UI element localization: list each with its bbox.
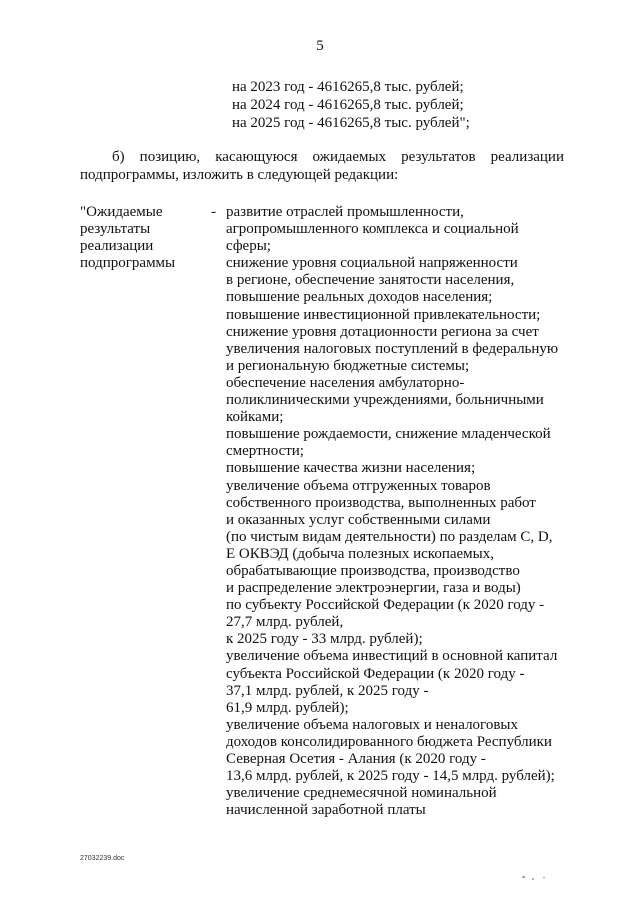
funding-lines bbox=[232, 78, 470, 132]
label-line: "Ожидаемые bbox=[80, 204, 163, 220]
result-line: 37,1 млрд. рублей, к 2025 году - bbox=[226, 682, 429, 699]
result-line: развитие отраслей промышленности, bbox=[226, 204, 464, 220]
result-line: смертности; bbox=[226, 443, 304, 460]
result-line: обеспечение населения амбулаторно- bbox=[226, 374, 465, 391]
result-line: Северная Осетия - Алания (к 2020 году - bbox=[226, 751, 486, 767]
result-line: увеличение объема налоговых и неналоговых bbox=[226, 716, 518, 733]
result-line: увеличение среднемесячной номинальной bbox=[226, 785, 497, 802]
result-line: повышение реальных доходов населения; bbox=[226, 289, 493, 306]
result-line: увеличение объема инвестиций в основной капитал bbox=[226, 648, 558, 665]
result-line: 27,7 млрд. рублей, bbox=[226, 614, 344, 631]
result-line: доходов консолидированного бюджета Республики bbox=[226, 733, 552, 750]
label-line: подпрограммы bbox=[80, 255, 176, 272]
scan-speck bbox=[522, 876, 525, 878]
result-line: начисленной заработной платы bbox=[226, 802, 426, 819]
result-line: повышение качества жизни населения; bbox=[226, 460, 476, 477]
result-line: снижение уровня социальной напряженности bbox=[226, 255, 518, 272]
result-line: поликлиническими учреждениями, больничными bbox=[226, 392, 544, 409]
expected-results-label bbox=[80, 204, 200, 272]
funding-line-2023: на 2023 год - 4616265,8 тыс. рублей; bbox=[232, 79, 464, 95]
result-line: и региональную бюджетные системы; bbox=[226, 357, 470, 374]
result-line: агропромышленного комплекса и социальной bbox=[226, 221, 519, 238]
result-line: E ОКВЭД (добыча полезных ископаемых, bbox=[226, 545, 494, 562]
result-line: по субъекту Российской Федерации (к 2020 году - bbox=[226, 597, 545, 614]
result-line: снижение уровня дотационности региона за счет bbox=[226, 323, 539, 340]
funding-line-2024: на 2024 год - 4616265,8 тыс. рублей; bbox=[232, 97, 464, 113]
label-line: результаты bbox=[80, 221, 151, 238]
label-dash: - bbox=[211, 204, 216, 220]
result-line: 61,9 млрд. рублей); bbox=[226, 699, 349, 716]
amendment-intro bbox=[80, 148, 564, 184]
result-line: в регионе, обеспечение занятости населения, bbox=[226, 272, 515, 289]
result-line: собственного производства, выполненных работ bbox=[226, 494, 536, 511]
scan-speck bbox=[543, 877, 545, 878]
result-line: (по чистым видам деятельности) по разделам C, D, bbox=[226, 528, 553, 545]
expected-results-text bbox=[226, 204, 566, 819]
label-line: реализации bbox=[80, 238, 154, 255]
scan-speck bbox=[532, 878, 534, 880]
result-line: повышение инвестиционной привлекательности; bbox=[226, 306, 541, 323]
result-line: и оказанных услуг собственными силами bbox=[226, 511, 491, 528]
result-line: и распределение электроэнергии, газа и воды) bbox=[226, 580, 521, 597]
intro-line-2: подпрограммы, изложить в следующей редакции: bbox=[80, 167, 399, 183]
result-line: увеличение объема отгруженных товаров bbox=[226, 477, 491, 494]
result-line: койками; bbox=[226, 409, 284, 426]
result-line: субъекта Российской Федерации (к 2020 году - bbox=[226, 665, 525, 682]
result-line: сферы; bbox=[226, 238, 271, 255]
intro-line-1: б) позицию, касающуюся ожидаемых результатов реализации bbox=[112, 149, 564, 165]
result-line: 13,6 млрд. рублей, к 2025 году - 14,5 млрд. рублей); bbox=[226, 768, 555, 785]
result-line: к 2025 году - 33 млрд. рублей); bbox=[226, 631, 423, 648]
result-line: обрабатывающие производства, производство bbox=[226, 562, 520, 579]
footer-filename: 27032239.doc bbox=[80, 855, 125, 862]
funding-line-2025: на 2025 год - 4616265,8 тыс. рублей"; bbox=[232, 115, 470, 131]
result-line: повышение рождаемости, снижение младенческой bbox=[226, 426, 551, 443]
result-line: увеличения налоговых поступлений в федеральную bbox=[226, 340, 559, 357]
page-number: 5 bbox=[316, 38, 324, 54]
